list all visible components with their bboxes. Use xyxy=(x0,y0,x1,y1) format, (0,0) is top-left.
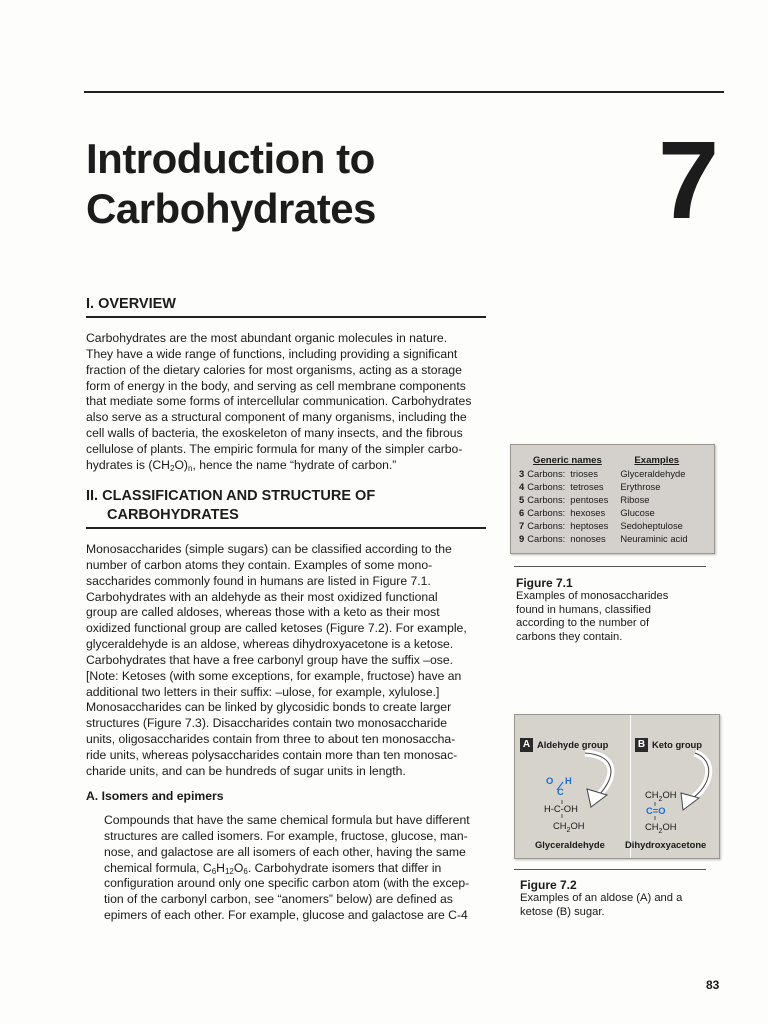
overview-lines xyxy=(86,331,486,458)
title-line-1: Introduction to xyxy=(86,135,375,182)
subsection-isomers-heading: A. Isomers and epimers xyxy=(86,789,224,803)
cell-generic: heptoses xyxy=(570,520,609,531)
text-line: cell walls of bacteria, the exoskeleton of many insects, and the fibrous xyxy=(86,426,463,441)
cell-generic: nonoses xyxy=(570,533,606,544)
text-line: cellulose of plants. The empiric formula for many of the simpler carbo- xyxy=(86,441,463,456)
table-row xyxy=(519,480,688,493)
text-line: also serve as a structural component of many organisms, including the xyxy=(86,410,467,425)
isomers-paragraph: Compounds that have the same chemical formula but have different structures are called isomers. For example, fructose, glucose, man- nose, and galactose are all isomers of each other, having the same chemical formula, $C_6H_{12}O_6$. Carbohydrate isomers that differ in configuration around only one specific carbon atom (with the excep- tion of the carbonyl carbon, see “anomers” below) are defined as epimers of each other. For example, glucose and galactose are C-4 xyxy=(104,813,470,923)
chapter-title xyxy=(86,134,376,234)
classification-paragraph xyxy=(86,542,486,780)
cell-example: Ribose xyxy=(620,494,650,505)
cell-count: 4 xyxy=(519,481,525,492)
cell-carbons: Carbons: xyxy=(527,533,566,544)
caption-title: Figure 7.1 xyxy=(516,576,573,590)
aldehyde-middle: H-C-OH xyxy=(544,803,578,814)
table-row xyxy=(519,519,688,532)
badge-a: A xyxy=(520,738,533,752)
cell-carbons: Carbons: xyxy=(527,494,566,505)
section-classification-heading: II. CLASSIFICATION AND STRUCTURE OF CARBOHYDRATES xyxy=(86,488,376,523)
text-line: units, oligosaccharides contain from three to about ten monosaccha- xyxy=(86,732,456,747)
text-line: ride units, whereas polysaccharides contain more than ten monosac- xyxy=(86,747,458,762)
text-line: Carbohydrates are the most abundant organic molecules in nature. xyxy=(86,331,448,345)
caption-title: Figure 7.2 xyxy=(520,878,577,892)
section-rule xyxy=(86,316,486,318)
cell-count: 6 xyxy=(519,507,525,518)
text-line: according to the number of xyxy=(516,617,650,629)
cell-generic: pentoses xyxy=(570,494,609,505)
figure-7-2-caption xyxy=(520,878,716,919)
cell-carbons: Carbons: xyxy=(527,507,566,518)
label-glyceraldehyde: Glyceraldehyde xyxy=(535,839,605,850)
caption-text xyxy=(520,892,716,919)
text-line: [Note: Ketoses (with some exceptions, for example, fructose) have an xyxy=(86,668,462,683)
text-line: group are called aldoses, whereas those with a keto as their most xyxy=(86,605,440,620)
aldehyde-bottom: $CH_2OH$ xyxy=(553,820,585,834)
text-line: found in humans, classified xyxy=(516,603,651,616)
text-line: carbons they contain. xyxy=(516,630,623,643)
label-dihydroxyacetone: Dihydroxyacetone xyxy=(625,839,707,850)
keto-bottom: $CH_2OH$ xyxy=(645,821,677,835)
title-line-2: Carbohydrates xyxy=(86,185,376,232)
caption-text xyxy=(516,590,716,644)
text-line: Monosaccharides can be linked by glycosidic bonds to create larger xyxy=(86,700,452,715)
caption-rule xyxy=(514,566,706,567)
caption-rule xyxy=(514,869,706,870)
chapter-number: 7 xyxy=(658,119,720,242)
cell-example: Sedoheptulose xyxy=(620,520,683,531)
classification-lines xyxy=(86,542,486,780)
header-examples: Examples xyxy=(634,455,680,466)
aldehyde-oxygen: O xyxy=(546,775,554,786)
page-number: 83 xyxy=(706,978,720,992)
table-row xyxy=(519,506,688,519)
text-line: fraction of the dietary calories for most organisms, acting as a storage xyxy=(86,362,462,377)
text-line: number of carbon atoms they contain. Examples of some mono- xyxy=(86,557,433,572)
cell-generic: hexoses xyxy=(570,507,606,518)
text-line: Examples of an aldose (A) and a xyxy=(520,892,683,904)
text-line: Carbohydrates with an aldehyde as their most oxidized functional xyxy=(86,589,438,604)
aldehyde-carbon: C xyxy=(557,786,564,797)
text-line: Monosaccharides (simple sugars) can be classified according to the xyxy=(86,542,452,556)
table-row xyxy=(519,467,688,480)
cell-example: Erythrose xyxy=(620,481,661,492)
label-aldehyde-group: Aldehyde group xyxy=(537,739,609,750)
table-row xyxy=(519,532,688,545)
header-generic-names: Generic names xyxy=(533,455,602,466)
cell-carbons: Carbons: xyxy=(527,520,566,531)
cell-example: Glyceraldehyde xyxy=(620,468,686,479)
overview-paragraph xyxy=(86,331,486,474)
text-line: They have a wide range of functions, including providing a significant xyxy=(86,346,458,361)
section-overview-heading: I. OVERVIEW xyxy=(86,296,176,312)
label-keto-group: Keto group xyxy=(652,739,702,750)
overview-last-line: hydrates is $(CH_2O)_n$, hence the name “hydrate of carbon.” xyxy=(86,457,397,473)
text-line: Examples of monosaccharides xyxy=(516,590,669,602)
text-line: that mediate some forms of intercellular communication. Carbohydrates xyxy=(86,394,472,409)
text-line: ketose (B) sugar. xyxy=(520,905,605,918)
arrows-graphic xyxy=(515,715,719,858)
cell-example: Neuraminic acid xyxy=(620,533,688,544)
cell-count: 9 xyxy=(519,533,525,544)
text-line: form of energy in the body, and serving as cell membrane components xyxy=(86,378,466,393)
cell-count: 7 xyxy=(519,520,525,531)
cell-count: 5 xyxy=(519,494,525,505)
top-rule xyxy=(84,91,724,93)
figure-7-1-table xyxy=(510,444,715,554)
text-line: charide units, and can be hundreds of sugar units in length. xyxy=(86,763,406,778)
figure-7-1-caption xyxy=(516,576,716,644)
cell-carbons: Carbons: xyxy=(527,481,566,492)
figure-7-2 xyxy=(514,714,720,859)
table-row xyxy=(519,493,688,506)
text-line: Carbohydrates that have a free carbonyl group have the suffix –ose. xyxy=(86,652,453,667)
text-line: additional two letters in their suffix: –ulose, for example, xylulose.] xyxy=(86,684,440,699)
section-rule xyxy=(86,527,486,529)
text-line: saccharides commonly found in humans are listed in Figure 7.1. xyxy=(86,573,431,588)
aldehyde-hydrogen: H xyxy=(565,775,572,786)
cell-generic: tetroses xyxy=(570,481,604,492)
cell-example: Glucose xyxy=(620,507,655,518)
keto-top: $CH_2OH$ xyxy=(645,789,677,803)
text-line: oxidized functional group are called ketoses (Figure 7.2). For example, xyxy=(86,621,467,636)
badge-b: B xyxy=(635,738,648,752)
monosaccharide-table xyxy=(519,455,688,545)
text-line: glyceraldehyde is an aldose, whereas dihydroxyacetone is a ketose. xyxy=(86,637,454,652)
cell-count: 3 xyxy=(519,468,525,479)
cell-generic: trioses xyxy=(570,468,598,479)
keto-carbonyl: C=O xyxy=(646,805,666,816)
cell-carbons: Carbons: xyxy=(527,468,566,479)
text-line: structures (Figure 7.3). Disaccharides contain two monosaccharide xyxy=(86,716,448,731)
